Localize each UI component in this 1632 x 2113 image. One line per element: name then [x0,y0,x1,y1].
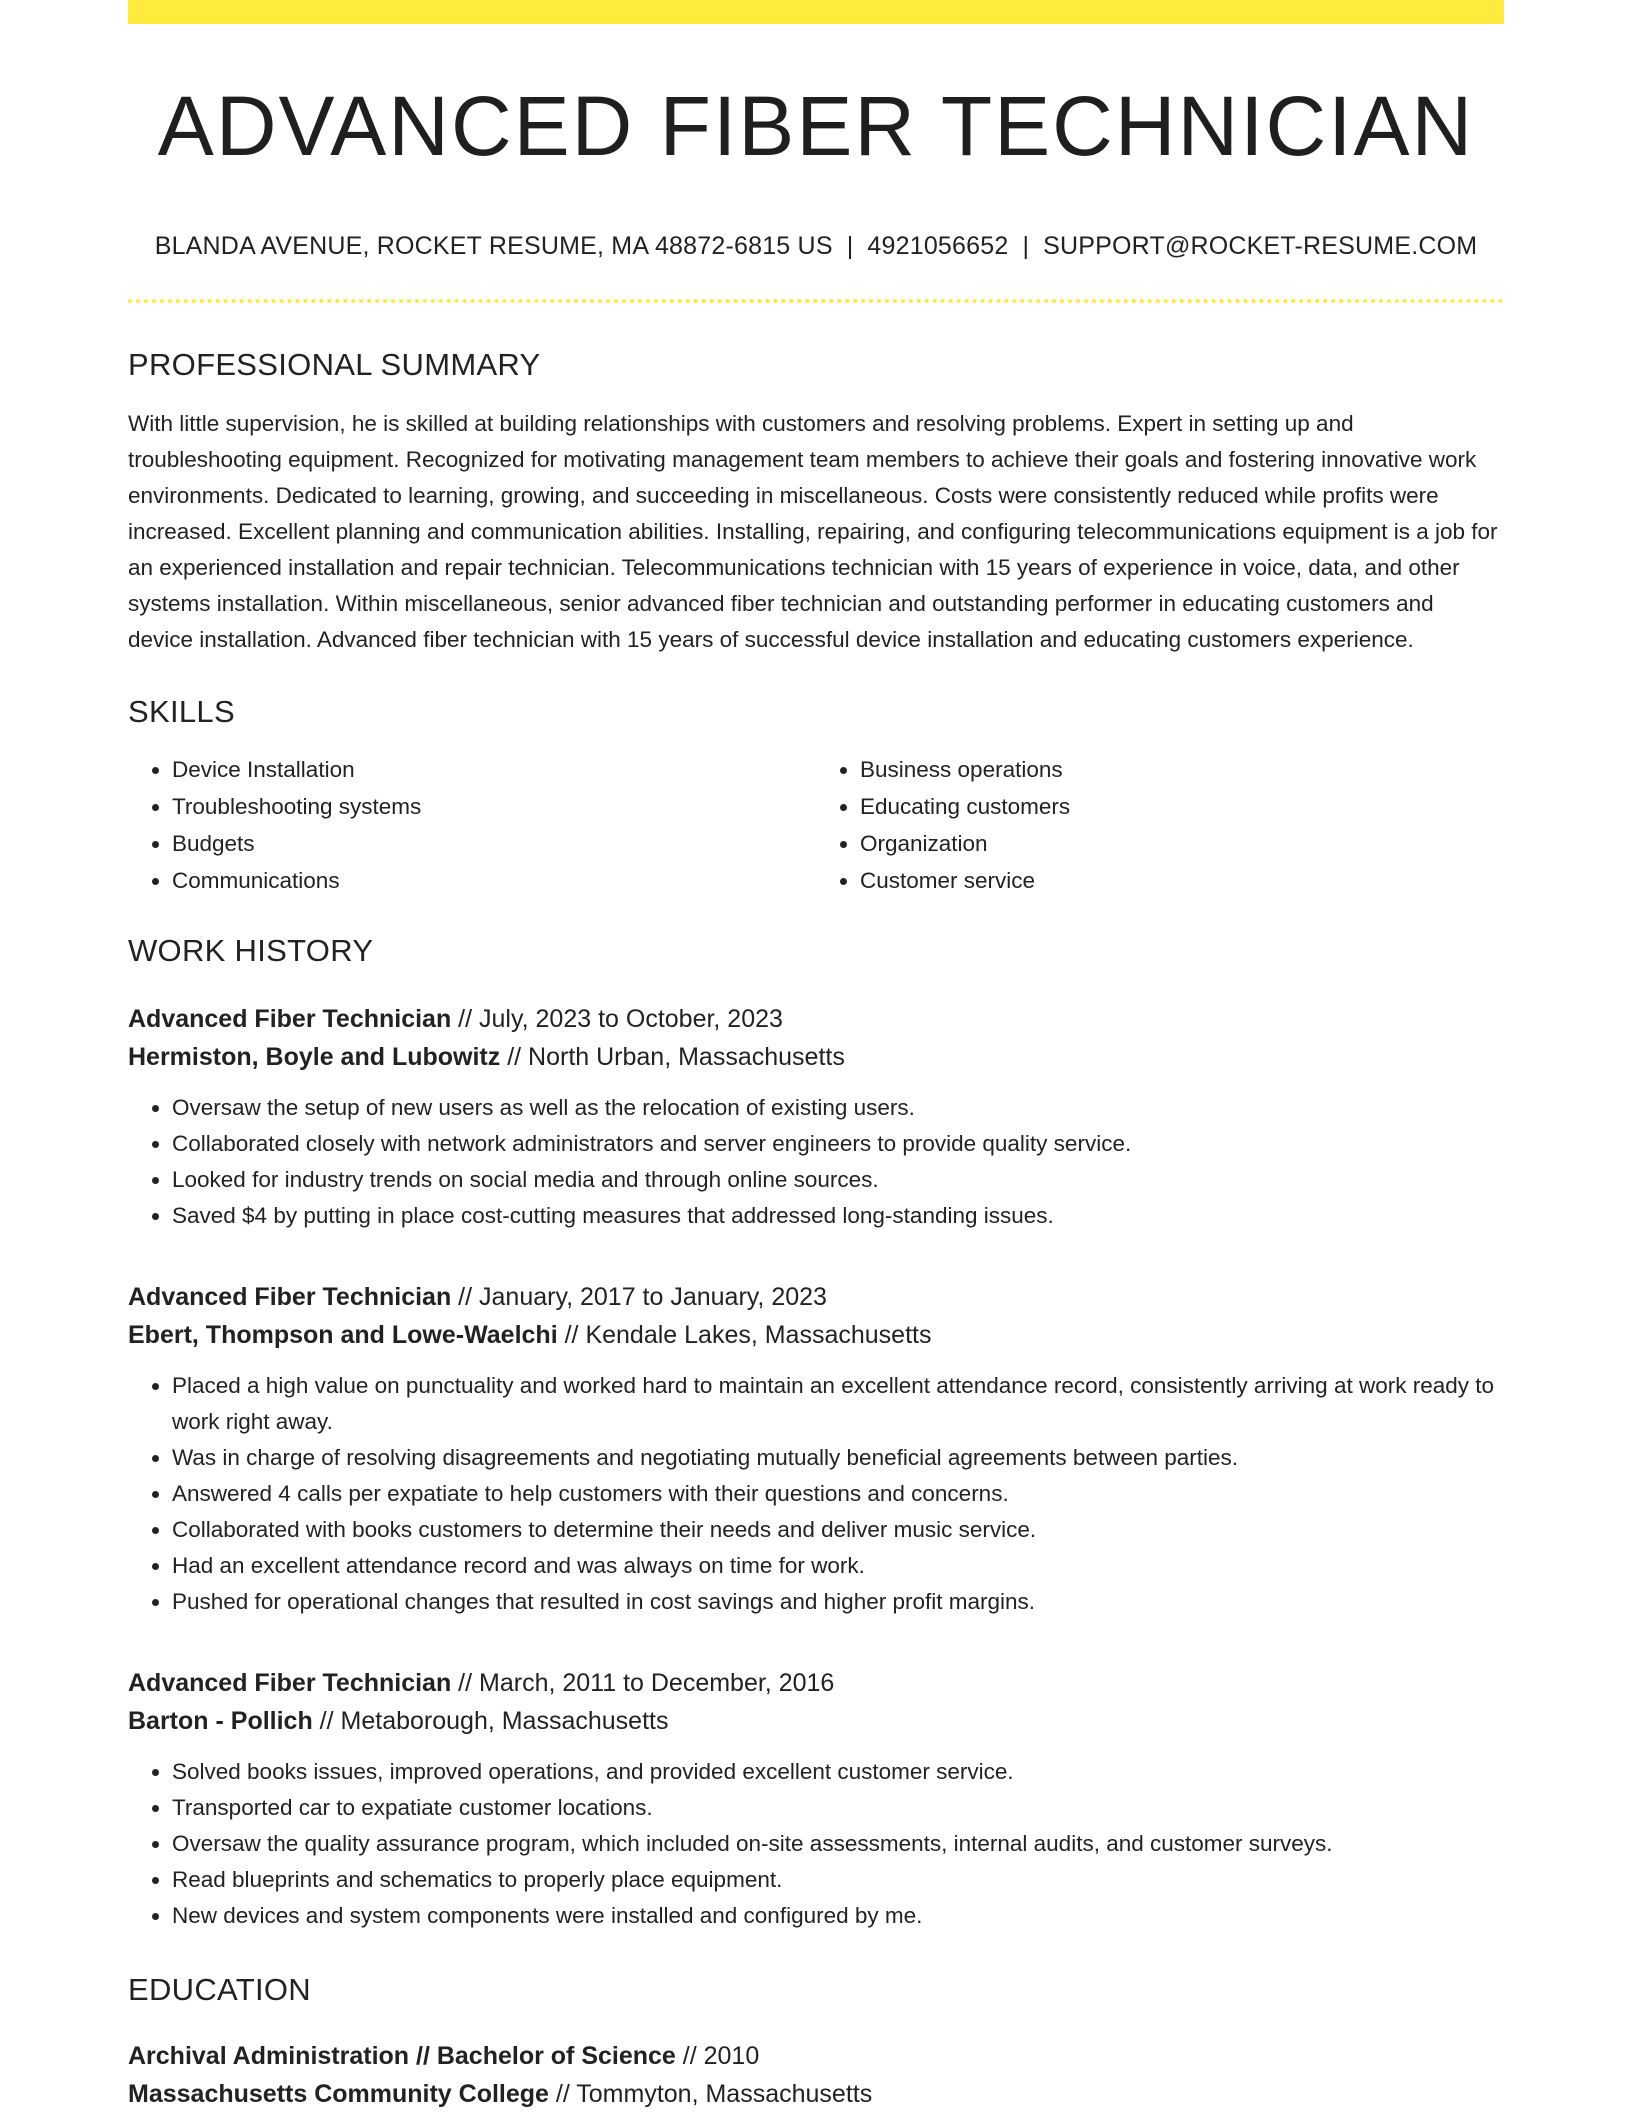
education-school-line [128,2075,1504,2113]
job-title-line [128,1664,1504,1702]
job-bullet: • Had an excellent attendance record and was always on time for work. [172,1548,1504,1584]
education-heading: EDUCATION [128,1972,311,2007]
summary-heading: PROFESSIONAL SUMMARY [128,347,541,382]
job-bullet: • Saved $4 by putting in place cost-cutting measures that addressed long-standing issues. [172,1198,1504,1234]
summary-text: With little supervision, he is skilled at building relationships with customers and resolving problems. Expert in setting up and troubleshooting equipment. Recognized for motivating management team members to achieve their goals and fostering innovative work environments. Dedicated to learning, growing, and succeeding in miscellaneous. Costs were consistently reduced while profits were increased. Excellent planning and communication abilities. Installing, repairing, and configuring telecommunications equipment is a job for an experienced installation and repair technician. Telecommunications technician with 15 years of experience in voice, data, and other systems installation. Within miscellaneous, senior advanced fiber technician and outstanding performer in educating customers and device installation. Advanced fiber technician with 15 years of successful device installation and educating customers experience. [128,411,1498,652]
job-bullet: • Pushed for operational changes that resulted in cost savings and higher profit margins. [172,1584,1504,1620]
skill-item: • Business operations [860,751,1504,788]
job-title-line [128,1278,1504,1316]
job-entry [128,1000,1504,1234]
contact-address: BLANDA AVENUE, ROCKET RESUME, MA 48872-6815 US [154,232,833,260]
skill-item: • Customer service [860,862,1504,899]
skill-item: • Device Installation [172,751,816,788]
job-entry [128,1664,1504,1934]
job-company-line [128,1702,1504,1740]
job-company: Barton - Pollich [128,1707,313,1735]
skills-column-right [816,751,1504,899]
job-bullet: • Was in charge of resolving disagreements and negotiating mutually beneficial agreements between parties. [172,1440,1504,1476]
education-year: // 2010 [675,2042,760,2070]
resume-page [128,0,1504,2113]
job-bullet: • Looked for industry trends on social media and through online sources. [172,1162,1504,1198]
job-bullets [128,1090,1504,1234]
job-bullet: • Read blueprints and schematics to properly place equipment. [172,1862,1504,1898]
job-role: Advanced Fiber Technician [128,1283,452,1311]
job-location: // Kendale Lakes, Massachusetts [557,1321,932,1349]
job-company-line [128,1038,1504,1076]
job-bullet: • Collaborated closely with network administrators and server engineers to provide quality service. [172,1126,1504,1162]
skills-list [128,751,1504,899]
job-dates: // March, 2011 to December, 2016 [451,1669,835,1697]
education-location: // Tommyton, Massachusetts [548,2080,873,2108]
job-location: // Metaborough, Massachusetts [312,1707,669,1735]
contact-separator: | [846,232,854,260]
job-bullet: • Placed a high value on punctuality and worked hard to maintain an excellent attendance record, consistently arriving at work ready to work right away. [172,1368,1504,1440]
contact-email[interactable]: SUPPORT@ROCKET-RESUME.COM [1043,232,1478,260]
job-dates: // January, 2017 to January, 2023 [451,1283,827,1311]
job-role: Advanced Fiber Technician [128,1005,452,1033]
job-bullet: • Oversaw the setup of new users as well as the relocation of existing users. [172,1090,1504,1126]
contact-line [128,234,1504,259]
job-bullet: • Solved books issues, improved operations, and provided excellent customer service. [172,1754,1504,1790]
contact-separator: | [1022,232,1030,260]
job-bullet: • Answered 4 calls per expatiate to help customers with their questions and concerns. [172,1476,1504,1512]
work-history-heading: WORK HISTORY [128,933,374,968]
accent-top-bar [128,0,1504,24]
job-bullets [128,1368,1504,1620]
job-bullet: • Collaborated with books customers to determine their needs and deliver music service. [172,1512,1504,1548]
job-location: // North Urban, Massachusetts [500,1043,845,1071]
job-bullet: • Oversaw the quality assurance program, which included on-site assessments, internal audits, and customer surveys. [172,1826,1504,1862]
job-entry [128,1278,1504,1620]
education-degree: Archival Administration // Bachelor of Science [128,2042,676,2070]
job-role: Advanced Fiber Technician [128,1669,452,1697]
skill-item: • Educating customers [860,788,1504,825]
dotted-divider [128,299,1504,303]
job-bullet: • New devices and system components were installed and configured by me. [172,1898,1504,1934]
skills-column-left [128,751,816,899]
education-entry [128,2037,1504,2113]
job-dates: // July, 2023 to October, 2023 [451,1005,783,1033]
job-company: Hermiston, Boyle and Lubowitz [128,1043,501,1071]
resume-title: ADVANCED FIBER TECHNICIAN [157,79,1475,173]
education-school: Massachusetts Community College [128,2080,549,2108]
job-title-line [128,1000,1504,1038]
skill-item: • Organization [860,825,1504,862]
skill-item: • Communications [172,862,816,899]
skills-heading: SKILLS [128,694,235,729]
skill-item: • Budgets [172,825,816,862]
education-degree-line [128,2037,1504,2075]
job-bullets [128,1754,1504,1934]
job-bullet: • Transported car to expatiate customer locations. [172,1790,1504,1826]
contact-phone[interactable]: 4921056652 [867,232,1009,260]
job-company-line [128,1316,1504,1354]
skill-item: • Troubleshooting systems [172,788,816,825]
job-company: Ebert, Thompson and Lowe-Waelchi [128,1321,558,1349]
